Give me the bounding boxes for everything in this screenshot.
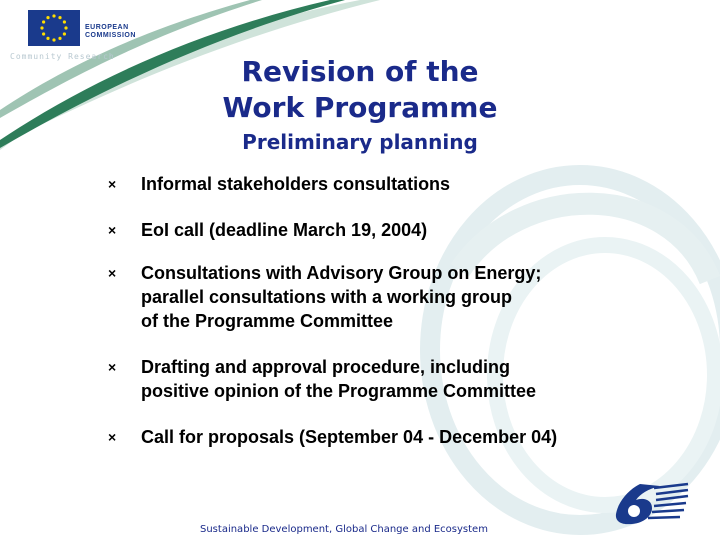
bullet-item	[108, 218, 427, 242]
slide-title	[180, 54, 540, 126]
bullet-item	[108, 425, 557, 449]
bullet-text: Consultations with Advisory Group on Energy; parallel consultations with a working group of the Programme Committee	[141, 263, 542, 331]
eu-flag-icon	[28, 10, 80, 46]
cross-bullet-icon: ×	[108, 265, 117, 281]
logo-text	[85, 24, 136, 40]
title-line1: Revision of the	[241, 55, 479, 88]
bullet-text: EoI call (deadline March 19, 2004)	[141, 220, 428, 240]
cross-bullet-icon: ×	[108, 429, 117, 445]
bullet-item	[108, 355, 536, 403]
bullet-item	[108, 172, 450, 196]
european-commission-logo	[28, 10, 148, 50]
footer-text: Sustainable Development, Global Change and Ecosystem	[200, 524, 488, 535]
bullet-text: Drafting and approval procedure, including positive opinion of the Programme Committee	[141, 357, 537, 401]
slide-subtitle: Preliminary planning	[242, 130, 478, 154]
bullet-item	[108, 261, 541, 333]
cross-bullet-icon: ×	[108, 222, 117, 238]
cross-bullet-icon: ×	[108, 359, 117, 375]
logo-line2: COMMISSION	[85, 32, 136, 39]
logo-line1: EUROPEAN	[85, 24, 129, 31]
fp6-logo-icon	[610, 480, 692, 526]
community-research-label: Community Research	[10, 52, 115, 61]
bullet-text: Informal stakeholders consultations	[141, 174, 451, 194]
cross-bullet-icon: ×	[108, 176, 117, 192]
title-line2: Work Programme	[222, 91, 498, 124]
bullet-text: Call for proposals (September 04 - December 04)	[141, 427, 558, 447]
